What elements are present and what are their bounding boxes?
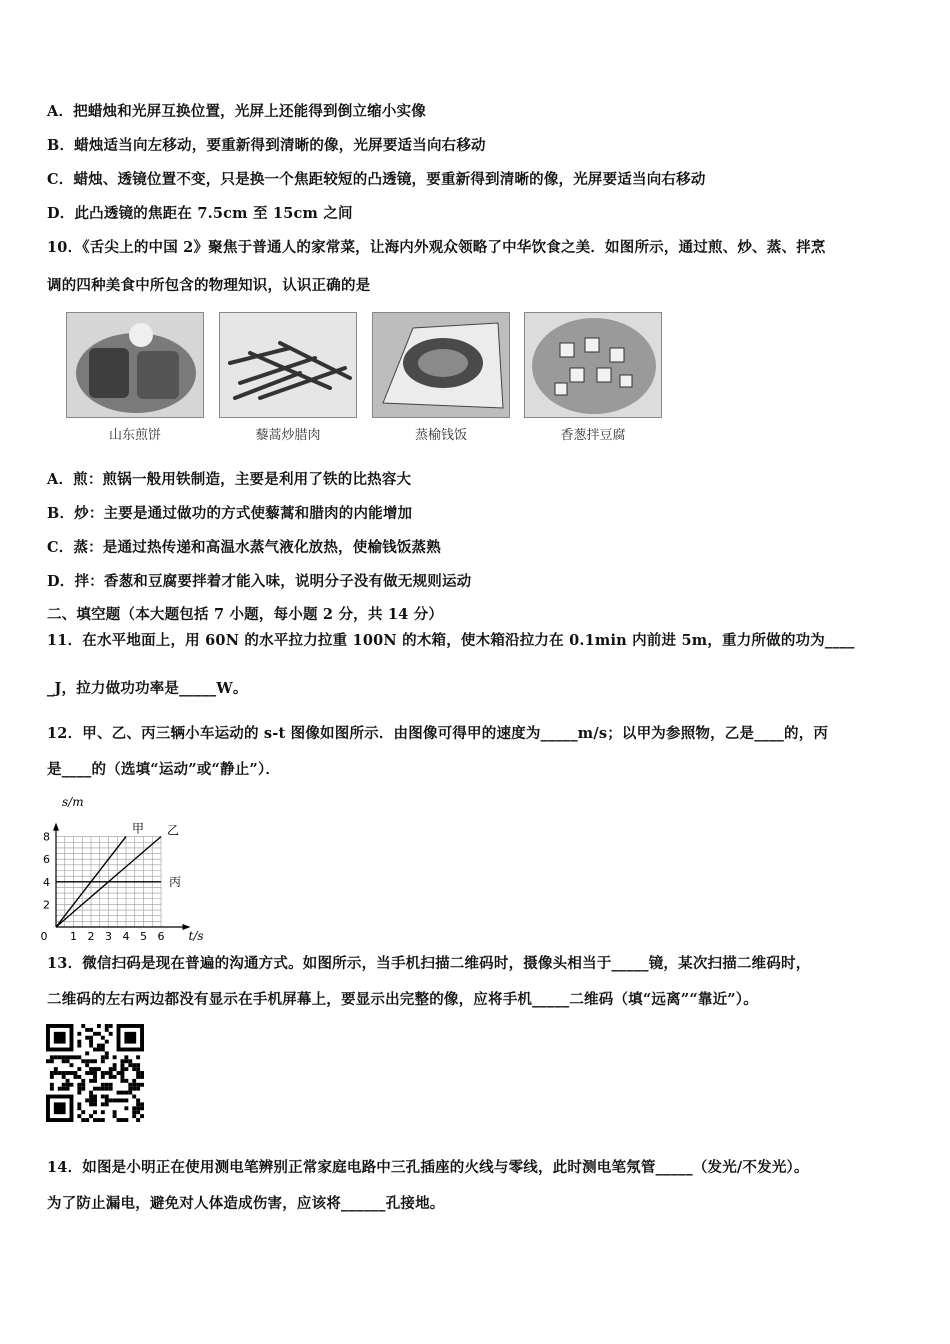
- series-label: 丙: [169, 874, 182, 889]
- food-photo-stirfry: [219, 312, 357, 446]
- y-tick-label: 8: [43, 830, 50, 844]
- x-tick-label: 3: [105, 930, 112, 942]
- pancake-illustration: [67, 313, 204, 418]
- y-axis-label: s/m: [62, 795, 84, 809]
- section-title: 二、填空题（本大题包括 7 小题，每小题 2 分，共 14 分）: [47, 606, 444, 623]
- food-photo-pancake: [66, 312, 204, 446]
- food-caption: 藜蒿炒腊肉: [255, 428, 321, 443]
- q12-line2: 是____的（选填“运动”或“静止”）．: [47, 761, 281, 778]
- x-axis-label: t/s: [188, 929, 204, 942]
- x-tick-label: 5: [140, 930, 147, 942]
- food-caption: 香葱拌豆腐: [560, 428, 626, 443]
- q9-option-c: C．蜡烛、透镜位置不变，只是换一个焦距较短的凸透镜，要重新得到清晰的像，光屏要适当向右移动: [47, 171, 706, 188]
- food-caption: 蒸榆钱饭: [414, 428, 467, 443]
- rice-illustration: [373, 313, 510, 418]
- q10-option-a: A．煎：煎锅一般用铁制造，主要是利用了铁的比热容大: [47, 471, 412, 488]
- x-tick-label: 4: [122, 930, 130, 942]
- q11-line2: _J，拉力做功功率是_____W。: [47, 680, 248, 697]
- x-tick-label: 0: [40, 930, 48, 942]
- q14-line1: 14．如图是小明正在使用测电笔辨别正常家庭电路中三孔插座的火线与零线，此时测电笔氖管_____（发光/不发光）。: [47, 1159, 809, 1176]
- q10-stem-line2: 调的四种美食中所包含的物理知识，认识正确的是: [47, 277, 371, 294]
- x-tick-label: 6: [157, 930, 165, 942]
- q9-option-d: D．此凸透镜的焦距在 7.5cm 至 15cm 之间: [47, 205, 353, 222]
- q13-line2: 二维码的左右两边都没有显示在手机屏幕上，要显示出完整的像，应将手机_____二维码（填“远离”“靠近”）。: [47, 991, 758, 1008]
- q10-option-b: B．炒：主要是通过做功的方式使藜蒿和腊肉的内能增加: [47, 505, 413, 522]
- q14-line2: 为了防止漏电，避免对人体造成伤害，应该将______孔接地。: [47, 1195, 445, 1212]
- q10-option-c: C．蒸：是通过热传递和高温水蒸气液化放热，使榆钱饭蒸熟: [47, 539, 441, 556]
- q10-option-d: D．拌：香葱和豆腐要拌着才能入味，说明分子没有做无规则运动: [47, 573, 472, 590]
- series-label: 甲: [132, 821, 145, 836]
- food-caption: 山东煎饼: [108, 428, 161, 443]
- y-axis-arrow: [53, 823, 59, 831]
- y-tick-label: 4: [43, 875, 50, 889]
- tofu-illustration: [525, 313, 662, 418]
- q11-line1: 11．在水平地面上，用 60N 的水平拉力拉重 100N 的木箱，使木箱沿拉力在 0.1min 内前进 5m，重力所做的功为____: [47, 632, 855, 649]
- q13-line1: 13．微信扫码是现在普遍的沟通方式。如图所示，当手机扫描二维码时，摄像头相当于_____镜，某次扫描二维码时，: [47, 955, 811, 972]
- food-photo-rice: [372, 312, 510, 446]
- q10-stem-line1: 10．《舌尖上的中国 2》聚焦于普通人的家常菜，让海内外观众领略了中华饮食之美．如图所示，通过煎、炒、蒸、拌烹: [47, 239, 826, 256]
- food-photo-tofu: [524, 312, 662, 446]
- y-tick-label: 2: [43, 898, 50, 912]
- y-tick-label: 6: [43, 853, 50, 867]
- qr-code-image: [46, 1024, 144, 1122]
- q12-line1: 12．甲、乙、丙三辆小车运动的 s-t 图像如图所示．由图像可得甲的速度为_____m/s；以甲为参照物，乙是____的，丙: [47, 725, 829, 742]
- stirfry-illustration: [220, 313, 357, 418]
- x-tick-label: 2: [87, 930, 95, 942]
- series-label: 乙: [167, 823, 180, 838]
- x-tick-label: 1: [70, 930, 77, 942]
- q9-option-b: B．蜡烛适当向左移动，要重新得到清晰的像，光屏要适当向右移动: [47, 137, 486, 154]
- st-graph: [40, 792, 215, 942]
- q9-option-a: A．把蜡烛和光屏互换位置，光屏上还能得到倒立缩小实像: [47, 103, 426, 120]
